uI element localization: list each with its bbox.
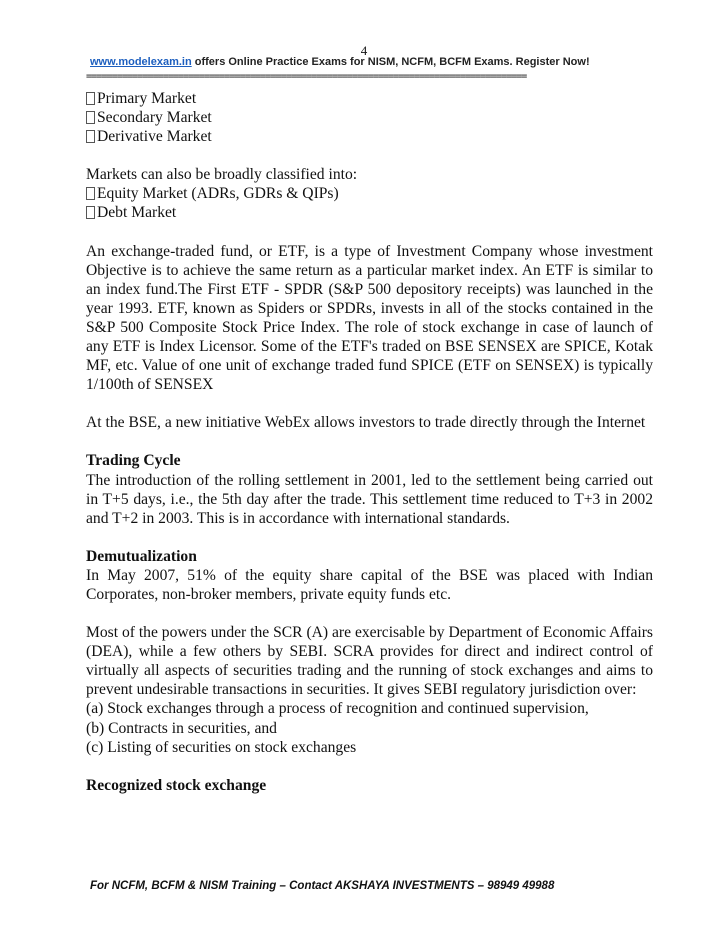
list-item: Derivative Market — [86, 127, 653, 146]
scr-paragraph: Most of the powers under the SCR (A) are exercisable by Department of Economic Affairs (DEA), while a few others by SEBI. SCRA provides for direct and indirect control of virtually all aspects of securities trading and the running of stock exchanges and aims to prevent undesirable transactions in securities. It gives SEBI regulatory jurisdiction over: — [86, 624, 653, 699]
footer-contact: For NCFM, BCFM & NISM Training – Contact AKSHAYA INVESTMENTS – 98949 49988 — [90, 880, 555, 892]
demutualization-text: In May 2007, 51% of the equity share capital of the BSE was placed with Indian Corporates, non-broker members, private equity funds etc. — [86, 566, 653, 603]
list-item: Equity Market (ADRs, GDRs & QIPs) — [86, 184, 653, 203]
checkbox-glyph-icon — [86, 187, 95, 200]
checkbox-glyph-icon — [86, 92, 95, 105]
list-item: Debt Market — [86, 203, 653, 222]
page-number: 4 — [360, 43, 368, 58]
list-item: Primary Market — [86, 89, 653, 108]
checkbox-glyph-icon — [86, 111, 95, 124]
webex-paragraph: At the BSE, a new initiative WebEx allows investors to trade directly through the Internet — [86, 414, 646, 432]
scr-item: (a) Stock exchanges through a process of recognition and continued supervision, — [86, 700, 589, 718]
page-body — [86, 89, 653, 795]
header-banner — [90, 56, 590, 68]
etf-paragraph: An exchange-traded fund, or ETF, is a type of Investment Company whose investment Objective is to achieve the same return as a particular market index. An ETF is similar to an index fund.The First ETF - SPDR (S&P 500 depository receipts) was launched in the year 1993. ETF, known as Spiders or SPDRs, invests in all of the stocks contained in the S&P 500 Composite Stock Price Index. The role of stock exchange in case of launch of any ETF is Index Licensor. Some of the ETF's traded on BSE SENSEX are SPICE, Kotak MF, etc. Value of one unit of exchange traded fund SPICE (ETF on SENSEX) is typically 1/100th of SENSEX — [86, 242, 653, 394]
trading-cycle-text: The introduction of the rolling settlement in 2001, led to the settlement being carried out in T+5 days, i.e., the 5th day after the trade. This settlement time reduced to T+3 in 2002 and T+2 in 2003. This is in accordance with international standards. — [86, 471, 653, 527]
trading-cycle-heading: Trading Cycle — [86, 452, 181, 470]
scr-item: (c) Listing of securities on stock exchanges — [86, 738, 357, 756]
checkbox-glyph-icon — [86, 130, 95, 143]
header-link[interactable]: www.modelexam.in — [90, 56, 192, 68]
scr-item: (b) Contracts in securities, and — [86, 719, 277, 737]
classified-intro: Markets can also be broadly classified into: — [86, 166, 358, 184]
recognized-heading: Recognized stock exchange — [86, 776, 267, 794]
demutualization-heading: Demutualization — [86, 547, 197, 565]
header-rule: ====================================================================================== — [86, 71, 527, 82]
header-text: offers Online Practice Exams for NISM, NCFM, BCFM Exams. Register Now! — [191, 56, 590, 68]
checkbox-glyph-icon — [86, 206, 95, 219]
list-item: Secondary Market — [86, 108, 653, 127]
